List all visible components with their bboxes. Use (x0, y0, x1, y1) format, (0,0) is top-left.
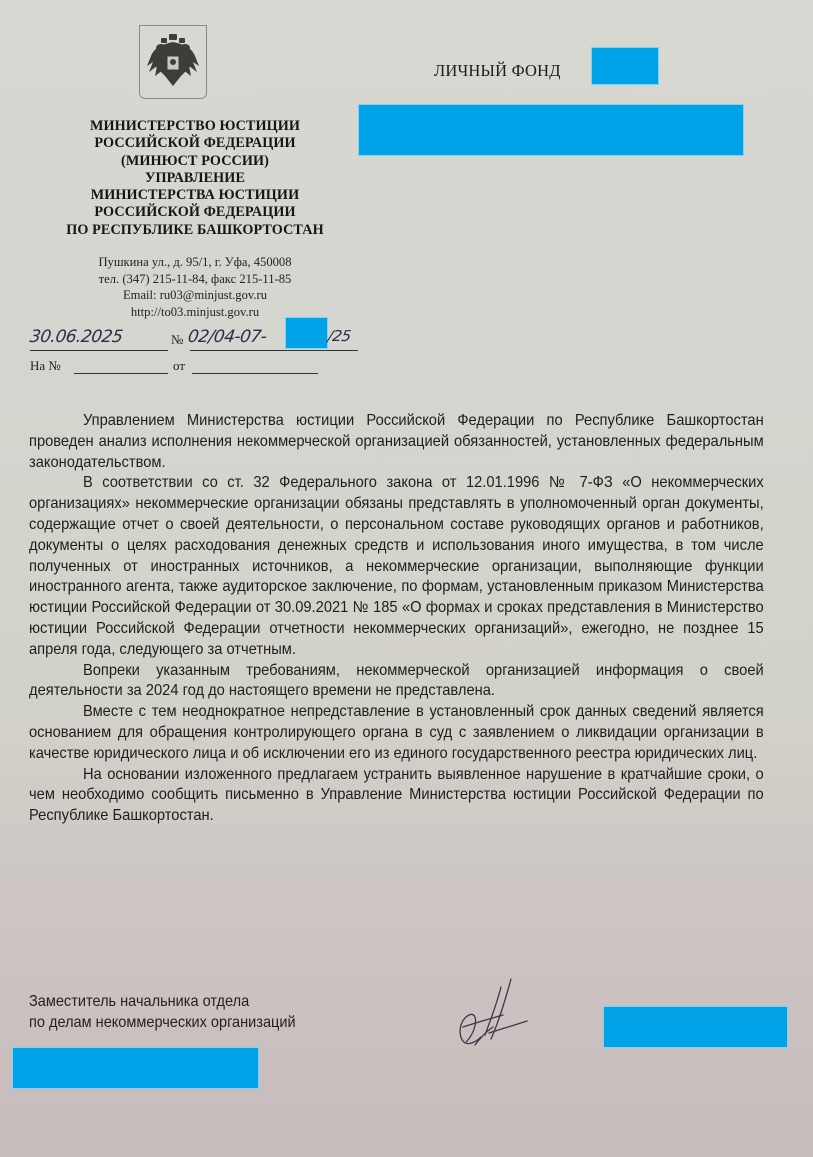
address-line: Пушкина ул., д. 95/1, г. Уфа, 450008 (98, 255, 292, 269)
organization-header (30, 118, 360, 239)
org-line: РОССИЙСКОЙ ФЕДЕРАЦИИ (94, 204, 296, 221)
number-underline (190, 350, 358, 351)
paragraph-violation: Вопреки указанным требованиям, некоммерческой организацией информация о своей деятельности за 2024 год до настоящего времени не представлена. (29, 661, 764, 700)
from-label: от (173, 358, 186, 373)
paragraph-legal-basis: В соответствии со ст. 32 Федерального закона от 12.01.1996 № 7-ФЗ «О некоммерческих организациях» некоммерческие организации обязаны представлять в уполномоченный орган документы, содержащие отчет о своей деятельности, о персональном составе руководящих органов и работников, документы о целях расходования денежных средств и использования иного имущества, в том числе полученных от иностранных источников, а некоммерческие организации, выполняющие функции иностранного агента, также аудиторское заключение, по формам, установленным приказом Министерства юстиции Российской Федерации от 30.09.2021 № 185 «О формах и сроках представления в Министерство юстиции Российской Федерации отчетности некоммерческих организаций», ежегодно, не позднее 15 апреля года, следующего за отчетным. (29, 474, 764, 658)
website-line: http://to03.minjust.gov.ru (130, 304, 260, 319)
phone-line: тел. (347) 215-11-84, факс 215-11-85 (98, 271, 292, 286)
org-line: РОССИЙСКОЙ ФЕДЕРАЦИИ (94, 135, 296, 152)
org-line: УПРАВЛЕНИЕ (144, 169, 246, 186)
from-underline (192, 373, 318, 374)
number-label: № (171, 332, 184, 347)
org-line: ПО РЕСПУБЛИКЕ БАШКОРТОСТАН (66, 221, 324, 238)
paragraph-analysis: Управлением Министерства юстиции Российской Федерации по Республике Башкортостан проведен анализ исполнения некоммерческой организацией обязанностей, установленных федеральным законодательством. (29, 412, 764, 471)
paragraph-liquidation-warning: Вместе с тем неоднократное непредставление в установленный срок данных сведений является основанием для обращения контролирующего органа в суд с заявлением о ликвидации организации в качестве юридического лица и об исключении его из единого государственного реестра юридических лиц. (29, 703, 764, 762)
handwritten-number-prefix: 02/04-07- (186, 327, 268, 347)
signer-title (29, 992, 296, 1033)
signer-title-line: по делам некоммерческих организаций (29, 1013, 296, 1031)
handwritten-signature-icon (445, 975, 545, 1050)
redacted-registration-number (286, 318, 327, 348)
organization-contacts (30, 254, 360, 320)
letter-body (29, 411, 764, 827)
signer-title-line: Заместитель начальника отдела (29, 993, 250, 1010)
paragraph-request: На основании изложенного предлагаем устранить выявленное нарушение в кратчайшие сроки, о чем необходимо сообщить письменно в Управление Министерства юстиции Российской Федерации по Республике Башкортостан. (29, 765, 764, 825)
personal-fund-label: ЛИЧНЫЙ ФОНД (434, 61, 561, 80)
reply-to-underline (74, 373, 168, 374)
date-underline (30, 350, 168, 351)
org-line: МИНИСТЕРСТВА ЮСТИЦИИ (90, 187, 300, 204)
coat-of-arms-emblem (139, 25, 207, 99)
org-line: (МИНЮСТ РОССИИ) (121, 152, 269, 169)
redacted-addressee (359, 105, 743, 155)
handwritten-number-suffix: /25 (326, 327, 352, 345)
org-line: МИНИСТЕРСТВО ЮСТИЦИИ (89, 118, 301, 134)
redacted-executor-name (13, 1048, 258, 1088)
redacted-fund-name (592, 48, 658, 84)
double-headed-eagle-icon (147, 32, 199, 92)
handwritten-date: 30.06.2025 (28, 327, 124, 347)
email-line: Email: ru03@minjust.gov.ru (122, 288, 268, 302)
reply-to-label: На № (30, 358, 61, 373)
redacted-signer-name (604, 1007, 787, 1047)
